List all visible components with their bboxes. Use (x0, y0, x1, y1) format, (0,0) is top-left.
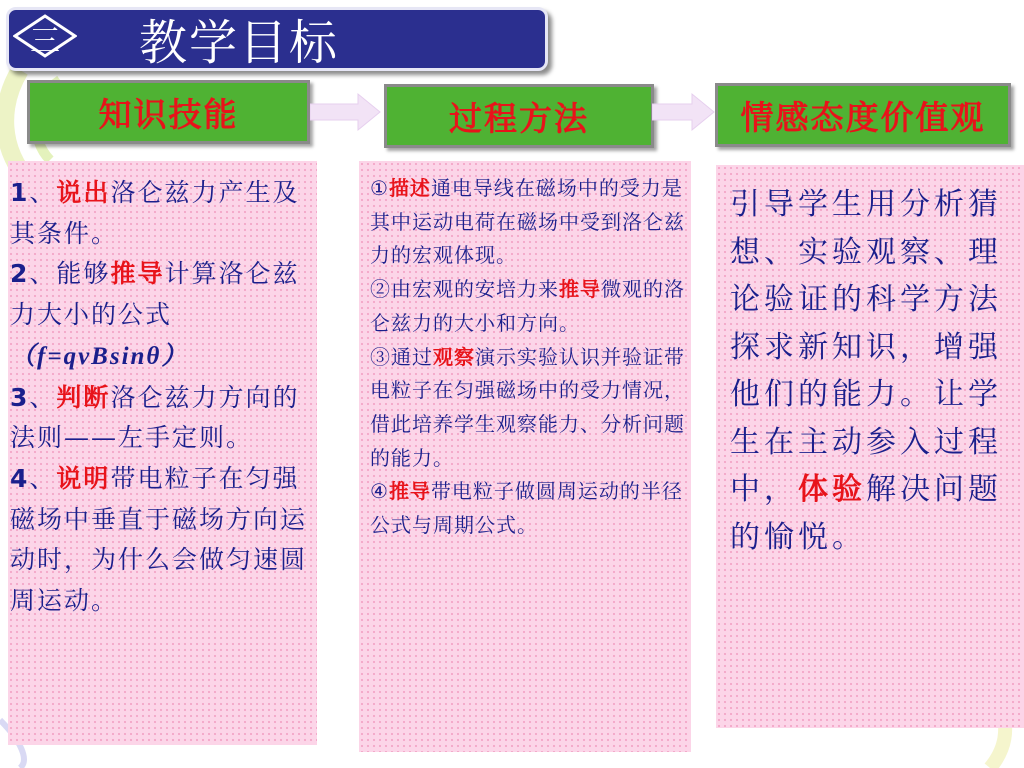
item-text: 计算洛仑兹力大小的公式 (10, 259, 300, 330)
attitude-text-body: 引导学生用分析猜想、实验观察、理论验证的科学方法探求新知识，增强他们的能力。让学生在主动参入过程中， (730, 187, 1002, 507)
attitude-text (730, 181, 1024, 561)
knowledge-text (10, 173, 310, 622)
item-verb: 推导 (559, 277, 601, 302)
item-number: 4 (10, 463, 30, 493)
item-marker: ④ (370, 479, 389, 504)
item-text: 微观的洛仑兹力的大小和方向。 (370, 277, 685, 335)
item-separator: 、 (29, 382, 57, 412)
item-separator: 、 (29, 463, 57, 493)
item-verb: 推导 (388, 479, 431, 504)
process-text (370, 172, 685, 543)
item-text: 通过 (391, 344, 433, 369)
item-verb: 观察 (433, 344, 475, 369)
item-verb: 描述 (388, 176, 431, 200)
item-verb: 能够 (56, 259, 111, 289)
item-text: 由宏观的安培力来 (391, 277, 559, 302)
title-banner (6, 7, 548, 71)
item-text: 演示实验认识并验证带电粒子在匀强磁场中的受力情况，借此培养学生观察能力、分析问题的能力。 (370, 344, 685, 470)
item-number: 1 (10, 178, 30, 207)
item-text: 带电粒子做圆周运动的半径公式与周期公式。 (370, 479, 683, 538)
item-number: 3 (10, 382, 30, 412)
step-label: 过程方法 (449, 98, 589, 138)
item-text: 带电粒子在匀强磁场中垂直于磁场方向运动时，为什么会做匀速圆周运动。 (10, 463, 308, 616)
item-verb-highlight: 推导 (110, 259, 165, 289)
item-separator: 、 (29, 178, 57, 207)
item-number: 2 (10, 259, 30, 289)
attitude-text-end: 解决问题的愉悦。 (730, 472, 1002, 555)
step-attitudes-values (715, 83, 1011, 147)
arrow-right-icon (310, 92, 382, 132)
item-verb: 判断 (56, 382, 111, 412)
step-label: 情感态度价值观 (740, 97, 986, 137)
item-text: 洛仑兹力方向的法则——左手定则。 (10, 382, 300, 453)
item-text: 通电导线在磁场中的受力是其中运动电荷在磁场中受到洛仑兹力的宏观体现。 (370, 176, 685, 268)
step-knowledge-skills (27, 80, 310, 144)
section-number: 三 (30, 24, 60, 59)
step-label: 知识技能 (98, 94, 239, 134)
item-verb: 说出 (56, 178, 111, 207)
item-marker: ① (370, 176, 389, 200)
page-title: 教学目标 (139, 15, 340, 71)
item-separator: 、 (29, 259, 57, 289)
attitude-highlight: 体验 (798, 472, 866, 507)
item-marker: ② (370, 277, 391, 302)
lorentz-formula: （f=qvBsinθ） (10, 342, 189, 370)
step-process-methods (384, 84, 654, 148)
item-text: 洛仑兹力产生及其条件。 (10, 178, 300, 248)
item-verb: 说明 (56, 463, 111, 493)
item-marker: ③ (370, 344, 391, 369)
arrow-right-icon (652, 92, 716, 132)
